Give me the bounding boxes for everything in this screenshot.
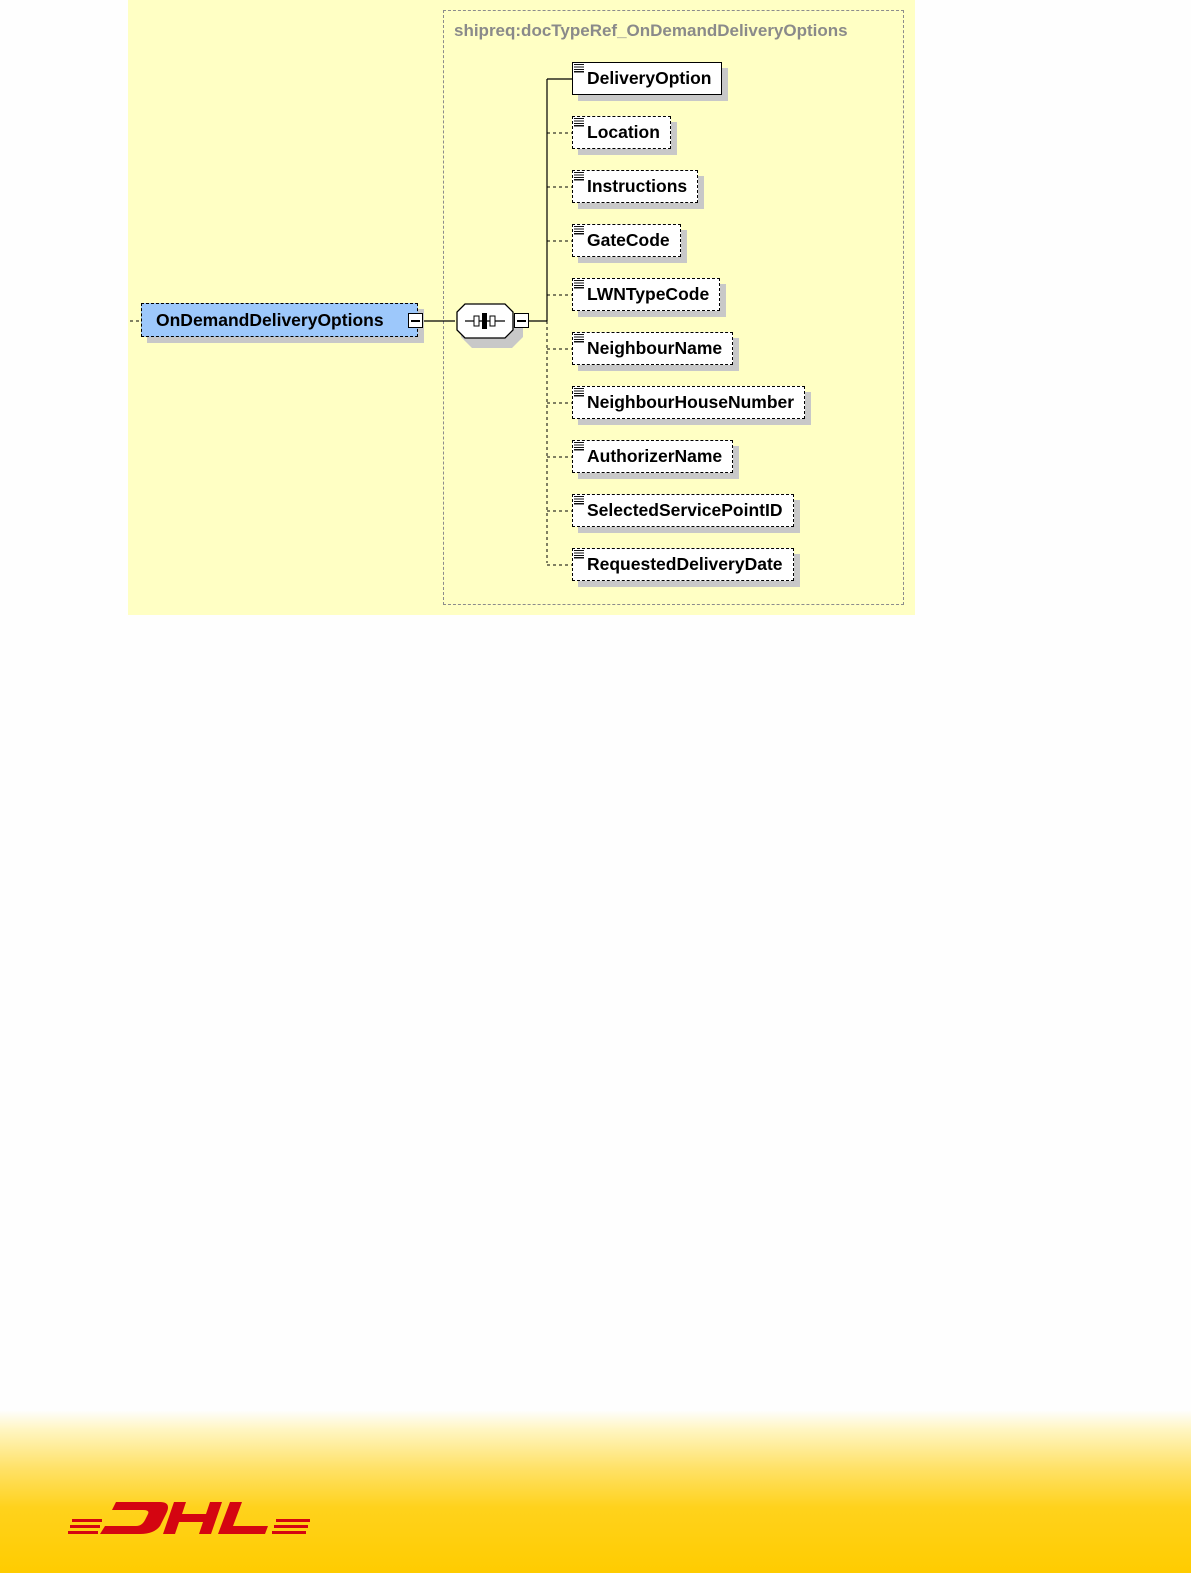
type-name-label: shipreq:docTypeRef_OnDemandDeliveryOptions — [454, 21, 848, 40]
child-element-label: RequestedDeliveryDate — [587, 554, 783, 574]
footer-band — [0, 1410, 1191, 1573]
simple-content-icon — [574, 226, 584, 235]
child-element-node[interactable] — [572, 62, 722, 95]
child-element-label: AuthorizerName — [587, 446, 723, 466]
simple-content-icon — [574, 496, 584, 505]
compositor-collapse-toggle[interactable] — [514, 313, 529, 328]
simple-content-icon — [574, 442, 584, 451]
simple-content-icon — [574, 172, 584, 181]
simple-content-icon — [574, 388, 584, 397]
child-element-label: NeighbourName — [587, 338, 723, 358]
child-element-node[interactable] — [572, 494, 794, 527]
simple-content-icon — [574, 280, 584, 289]
dhl-logo — [68, 1497, 312, 1539]
child-element-label: SelectedServicePointID — [587, 500, 783, 520]
root-collapse-toggle[interactable] — [408, 313, 423, 328]
child-element-label: GateCode — [587, 230, 670, 250]
child-element-label: Location — [587, 122, 660, 142]
simple-content-icon — [574, 334, 584, 343]
child-element-label: LWNTypeCode — [587, 284, 710, 304]
child-element-node[interactable] — [572, 116, 671, 149]
child-element-node[interactable] — [572, 278, 720, 311]
simple-content-icon — [574, 64, 584, 73]
child-element-node[interactable] — [572, 224, 681, 257]
child-element-label: Instructions — [587, 176, 688, 196]
child-element-node[interactable] — [572, 386, 805, 419]
simple-content-icon — [574, 118, 584, 127]
child-element-label: NeighbourHouseNumber — [587, 392, 795, 412]
child-element-label: DeliveryOption — [587, 68, 712, 88]
child-element-node[interactable] — [572, 440, 733, 473]
simple-content-icon — [574, 550, 584, 559]
child-element-node[interactable] — [572, 548, 794, 581]
child-element-node[interactable] — [572, 332, 733, 365]
root-element-node[interactable]: OnDemandDeliveryOptions — [141, 303, 418, 337]
child-element-node[interactable] — [572, 170, 698, 203]
